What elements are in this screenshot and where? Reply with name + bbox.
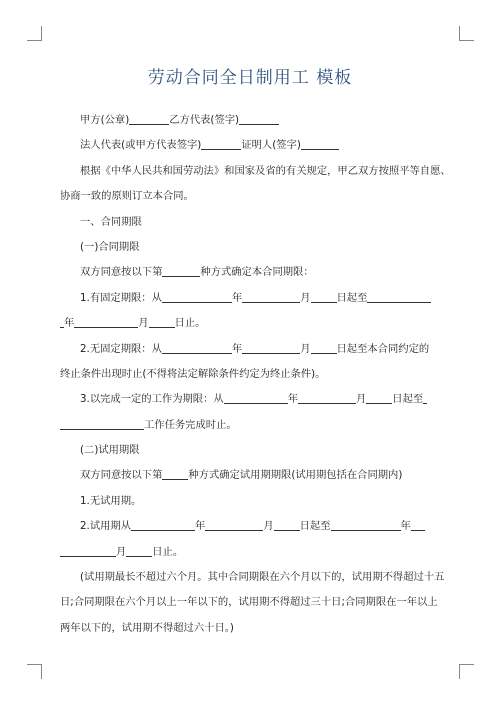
fill-in-blank[interactable]: [162, 467, 188, 480]
paragraph-line: [60, 362, 445, 387]
document-title: 劳动合同全日制用工 模板: [147, 68, 353, 88]
paragraph-line: [60, 286, 445, 311]
fill-in-blank[interactable]: [60, 417, 144, 430]
paragraph-line: [60, 616, 445, 641]
line-text: 协商一致的原则订立本合同。: [60, 190, 194, 203]
line-text: 日起至: [299, 520, 331, 533]
line-text: 1.无试用期。: [80, 494, 142, 507]
line-text: 双方同意按以下第: [80, 469, 163, 482]
fill-in-blank[interactable]: [367, 290, 431, 303]
fill-in-blank[interactable]: [242, 341, 300, 354]
line-text: 月: [138, 317, 149, 330]
paragraph-line: [60, 133, 445, 158]
line-text: 种方式确定试用期期限(试用期包括在合同期内): [188, 469, 403, 482]
fill-in-blank[interactable]: [201, 137, 241, 150]
paragraph-line: [60, 514, 445, 539]
fill-in-blank[interactable]: [331, 518, 401, 531]
crop-mark-top-right: [459, 26, 474, 41]
line-text: 年: [287, 393, 298, 406]
line-text: 年: [195, 520, 206, 533]
paragraph-line: [60, 235, 445, 260]
paragraph-line: [60, 438, 445, 463]
fill-in-blank[interactable]: [129, 112, 169, 125]
paragraph-line: [60, 159, 451, 184]
line-text: 两年以下的，试用期不得超过六十日。): [60, 621, 234, 634]
line-text: 甲方(公章): [80, 114, 130, 126]
line-text: 乙方代表(签字): [169, 114, 240, 126]
line-text: 年: [231, 291, 243, 304]
line-text: 日起至本合同约定的: [336, 342, 430, 355]
fill-in-blank[interactable]: [242, 290, 300, 303]
fill-in-blank[interactable]: [239, 112, 279, 125]
line-text: 日止。: [174, 317, 206, 330]
fill-in-blank[interactable]: [162, 290, 232, 303]
line-text: 年: [231, 342, 243, 355]
fill-in-blank[interactable]: [301, 137, 339, 150]
line-text: 证明人(签字): [241, 139, 301, 152]
paragraph-line: [60, 387, 445, 412]
paragraph-line: [60, 184, 445, 209]
paragraph-line: [60, 489, 445, 514]
line-text: 根据《中华人民共和国劳动法》和国家及省的有关规定，甲乙双方按照平等自愿、: [80, 164, 451, 177]
line-text: 3.以完成一定的工作为期限：从: [80, 393, 224, 406]
line-text: (试用期最长不超过六个月。其中合同期限在六个月以下的，试用期不得超过十五: [80, 571, 445, 584]
fill-in-blank[interactable]: [411, 518, 425, 531]
line-text: 法人代表(或甲方代表签字): [80, 139, 202, 152]
line-text: 年: [64, 317, 75, 330]
fill-in-blank[interactable]: [149, 315, 175, 328]
fill-in-blank[interactable]: [224, 391, 288, 404]
line-text: 月: [300, 342, 311, 355]
line-text: 月: [355, 393, 367, 406]
line-text: 种方式确定本合同期限：: [200, 266, 314, 279]
paragraph-line: [60, 260, 445, 285]
paragraph-line: [60, 337, 445, 362]
line-text: 2.试用期从: [80, 520, 132, 533]
line-text: 1.有固定期限：从: [80, 291, 162, 304]
fill-in-blank[interactable]: [311, 341, 337, 354]
line-text: 年: [400, 520, 411, 533]
line-text: 月: [263, 520, 274, 533]
fill-in-blank[interactable]: [126, 544, 152, 557]
crop-mark-bottom-left: [27, 664, 42, 679]
line-text: (一)合同期限: [80, 240, 140, 253]
line-text: (二)试用期限: [80, 444, 140, 457]
paragraph-line: [60, 413, 445, 438]
fill-in-blank[interactable]: [162, 341, 232, 354]
fill-in-blank[interactable]: [366, 391, 392, 404]
line-text: 日起至: [336, 291, 368, 304]
fill-in-blank[interactable]: [298, 391, 356, 404]
paragraph-line: [60, 210, 445, 235]
fill-in-blank[interactable]: [162, 264, 200, 277]
paragraph-line: [60, 540, 445, 565]
paragraph-line: [60, 565, 445, 590]
line-text: 终止条件出现时止(不得将法定解除条件约定为终止条件)。: [60, 367, 326, 380]
line-text: 一、合同期限: [80, 215, 142, 228]
crop-mark-top-left: [27, 26, 42, 41]
paragraph-line: [60, 108, 445, 133]
fill-in-blank[interactable]: [274, 518, 300, 531]
document-body: [60, 108, 451, 641]
paragraph-line: [60, 463, 445, 488]
fill-in-blank[interactable]: [205, 518, 263, 531]
paragraph-line: [60, 590, 445, 615]
fill-in-blank[interactable]: [74, 315, 138, 328]
fill-in-blank[interactable]: [311, 290, 337, 303]
paragraph-line: [60, 311, 445, 336]
line-text: 2.无固定期限：从: [80, 342, 162, 355]
crop-mark-bottom-right: [459, 664, 474, 679]
line-text: 月: [116, 545, 127, 558]
line-text: 月: [300, 291, 311, 304]
line-text: 工作任务完成时止。: [144, 418, 237, 431]
line-text: 日起至: [392, 393, 424, 406]
line-text: 日止。: [152, 545, 184, 558]
fill-in-blank[interactable]: [423, 391, 427, 404]
line-text: 双方同意按以下第: [80, 266, 163, 279]
fill-in-blank[interactable]: [131, 518, 195, 531]
line-text: 日;合同期限在六个月以上一年以下的，试用期不得超过三十日;合同期限在一年以上: [60, 596, 438, 609]
fill-in-blank[interactable]: [60, 544, 116, 557]
